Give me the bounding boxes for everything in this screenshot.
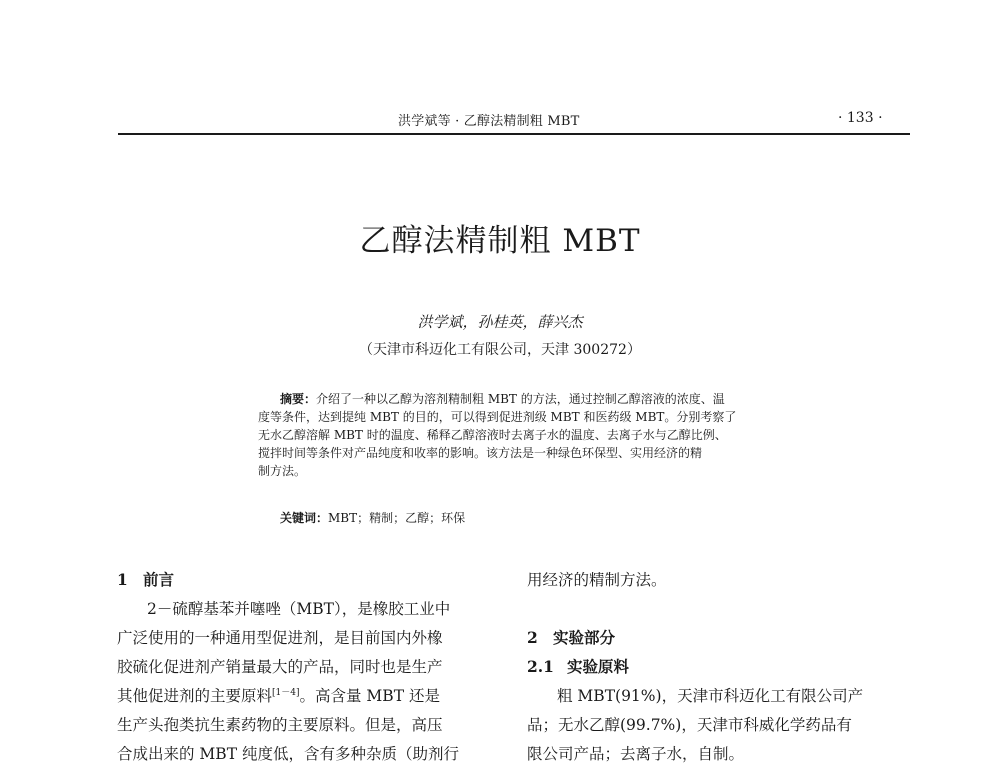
- keywords-label: 关键词：: [280, 511, 329, 525]
- abstract-line: 制方法。: [258, 464, 307, 478]
- citation: [1－4]: [272, 688, 300, 698]
- body-line: 粗 MBT(91%)，天津市科迈化工有限公司产: [557, 687, 864, 705]
- keywords-text: MBT；精制；乙醇；环保: [328, 511, 466, 525]
- body-line: 生产头孢类抗生素药物的主要原料。但是，高压: [117, 716, 443, 734]
- body-line: 用经济的精制方法。: [527, 571, 667, 589]
- running-header-title: 洪学斌等 · 乙醇法精制粗 MBT: [398, 114, 580, 129]
- article-title: 乙醇法精制粗 MBT: [359, 223, 641, 259]
- section-heading-1: 1 前言: [117, 570, 175, 589]
- authors: 洪学斌，孙桂英，薛兴杰: [417, 313, 583, 331]
- keywords: [280, 509, 465, 526]
- body-line: 合成出来的 MBT 纯度低，含有多种杂质（助剂行: [117, 745, 459, 763]
- abstract-line: 无水乙醇溶解 MBT 时的温度、稀释乙醇溶液时去离子水的温度、去离子水与乙醇比例、: [258, 428, 727, 442]
- section-heading-2: 2 实验部分: [527, 628, 616, 647]
- body-line: 2－硫醇基苯并噻唑（MBT），是橡胶工业中: [147, 600, 451, 618]
- body-line: 限公司产品；去离子水，自制。: [527, 745, 745, 763]
- page-number: · 133 ·: [838, 110, 883, 126]
- body-line: 其他促进剂的主要原料[1－4]。高含量 MBT 还是: [117, 687, 440, 705]
- abstract: [258, 390, 760, 480]
- body-line: 品；无水乙醇(99.7%)，天津市科威化学药品有: [527, 716, 852, 734]
- header-rule: [118, 133, 910, 135]
- abstract-line: 搅拌时间等条件对产品纯度和收率的影响。该方法是一种绿色环保型、实用经济的精: [258, 446, 703, 460]
- body-line: 广泛使用的一种通用型促进剂，是目前国内外橡: [117, 629, 443, 647]
- section-heading-2-1: 2.1 实验原料: [527, 657, 630, 676]
- abstract-line: 摘要：介绍了一种以乙醇为溶剂精制粗 MBT 的方法，通过控制乙醇溶液的浓度、温: [280, 392, 725, 406]
- body-line: 胶硫化促进剂产销量最大的产品，同时也是生产: [117, 658, 443, 676]
- affiliation: （天津市科迈化工有限公司，天津 300272）: [359, 342, 641, 358]
- abstract-line: 度等条件，达到提纯 MBT 的目的，可以得到促进剂级 MBT 和医药级 MBT。分别考察了: [258, 410, 737, 424]
- abstract-label: 摘要：: [280, 392, 317, 406]
